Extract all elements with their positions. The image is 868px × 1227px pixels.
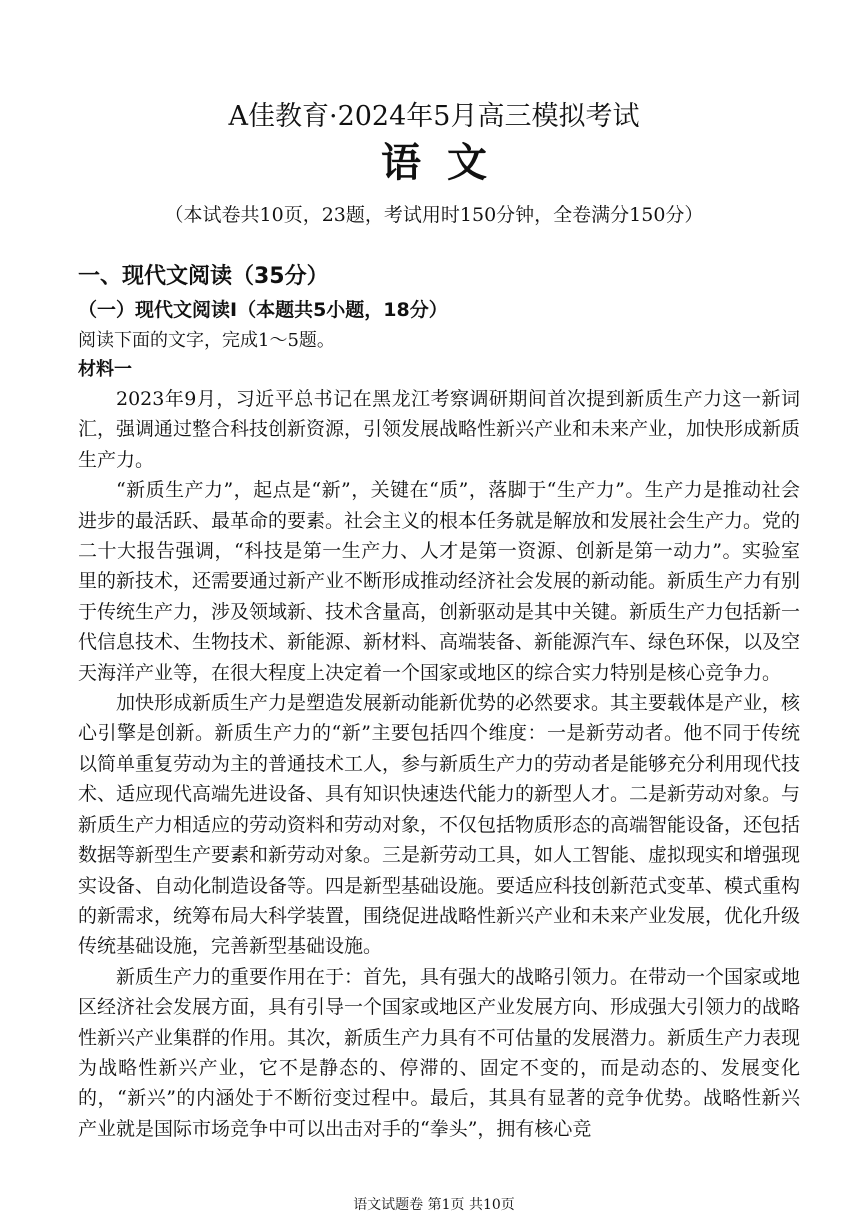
reading-instruction: 阅读下面的文字，完成1～5题。	[78, 330, 335, 351]
exam-info: （本试卷共10页，23题，考试用时150分钟，全卷满分150分）	[164, 204, 704, 226]
subsection-heading: （一）现代文阅读Ⅰ（本题共5小题，18分）	[78, 299, 448, 321]
exam-title: A佳教育·2024年5月高三模拟考试	[228, 101, 640, 132]
subject-title: 语文	[381, 139, 513, 186]
passage-text	[78, 384, 800, 1144]
paragraph: 2023年9月，习近平总书记在黑龙江考察调研期间首次提到新质生产力这一新词汇，强调通过整合科技创新资源，引领发展战略性新兴产业和未来产业，加快形成新质生产力。	[78, 388, 801, 471]
material-label: 材料一	[78, 359, 132, 380]
page-footer: 语文试题卷 第1页 共10页	[353, 1197, 515, 1213]
paragraph: 加快形成新质生产力是塑造发展新动能新优势的必然要求。其主要载体是产业，核心引擎是创新。新质生产力的“新”主要包括四个维度：一是新劳动者。他不同于传统以简单重复劳动为主的普通技术工人，参与新质生产力的劳动者是能够充分利用现代技术、适应现代高端先进设备、具有知识快速迭代能力的新型人才。二是新劳动对象。与新质生产力相适应的劳动资料和劳动对象，不仅包括物质形态的高端智能设备，还包括数据等新型生产要素和新劳动对象。三是新劳动工具，如人工智能、虚拟现实和增强现实设备、自动化制造设备等。四是新型基础设施。要适应科技创新范式变革、模式重构的新需求，统筹布局大科学装置，围绕促进战略性新兴产业和未来产业发展，优化升级传统基础设施，完善新型基础设施。	[78, 692, 801, 958]
paragraph: 新质生产力的重要作用在于：首先，具有强大的战略引领力。在带动一个国家或地区经济社会发展方面，具有引导一个国家或地区产业发展方向、形成强大引领力的战略性新兴产业集群的作用。其次，新质生产力具有不可估量的发展潜力。新质生产力表现为战略性新兴产业，它不是静态的、停滞的、固定不变的，而是动态的、发展变化的，“新兴”的内涵处于不断衍变过程中。最后，其具有显著的竞争优势。战略性新兴产业就是国际市场竞争中可以出击对手的“拳头”，拥有核心竞	[78, 965, 801, 1140]
section-heading: 一、现代文阅读（35分）	[78, 264, 329, 289]
paragraph: “新质生产力”，起点是“新”，关键在“质”，落脚于“生产力”。生产力是推动社会进步的最活跃、最革命的要素。社会主义的根本任务就是解放和发展社会生产力。党的二十大报告强调，“科技是第一生产力、人才是第一资源、创新是第一动力”。实验室里的新技术，还需要通过新产业不断形成推动经济社会发展的新动能。新质生产力有别于传统生产力，涉及领域新、技术含量高，创新驱动是其中关键。新质生产力包括新一代信息技术、生物技术、新能源、新材料、高端装备、新能源汽车、绿色环保，以及空天海洋产业等，在很大程度上决定着一个国家或地区的综合实力特别是核心竞争力。	[78, 479, 801, 684]
